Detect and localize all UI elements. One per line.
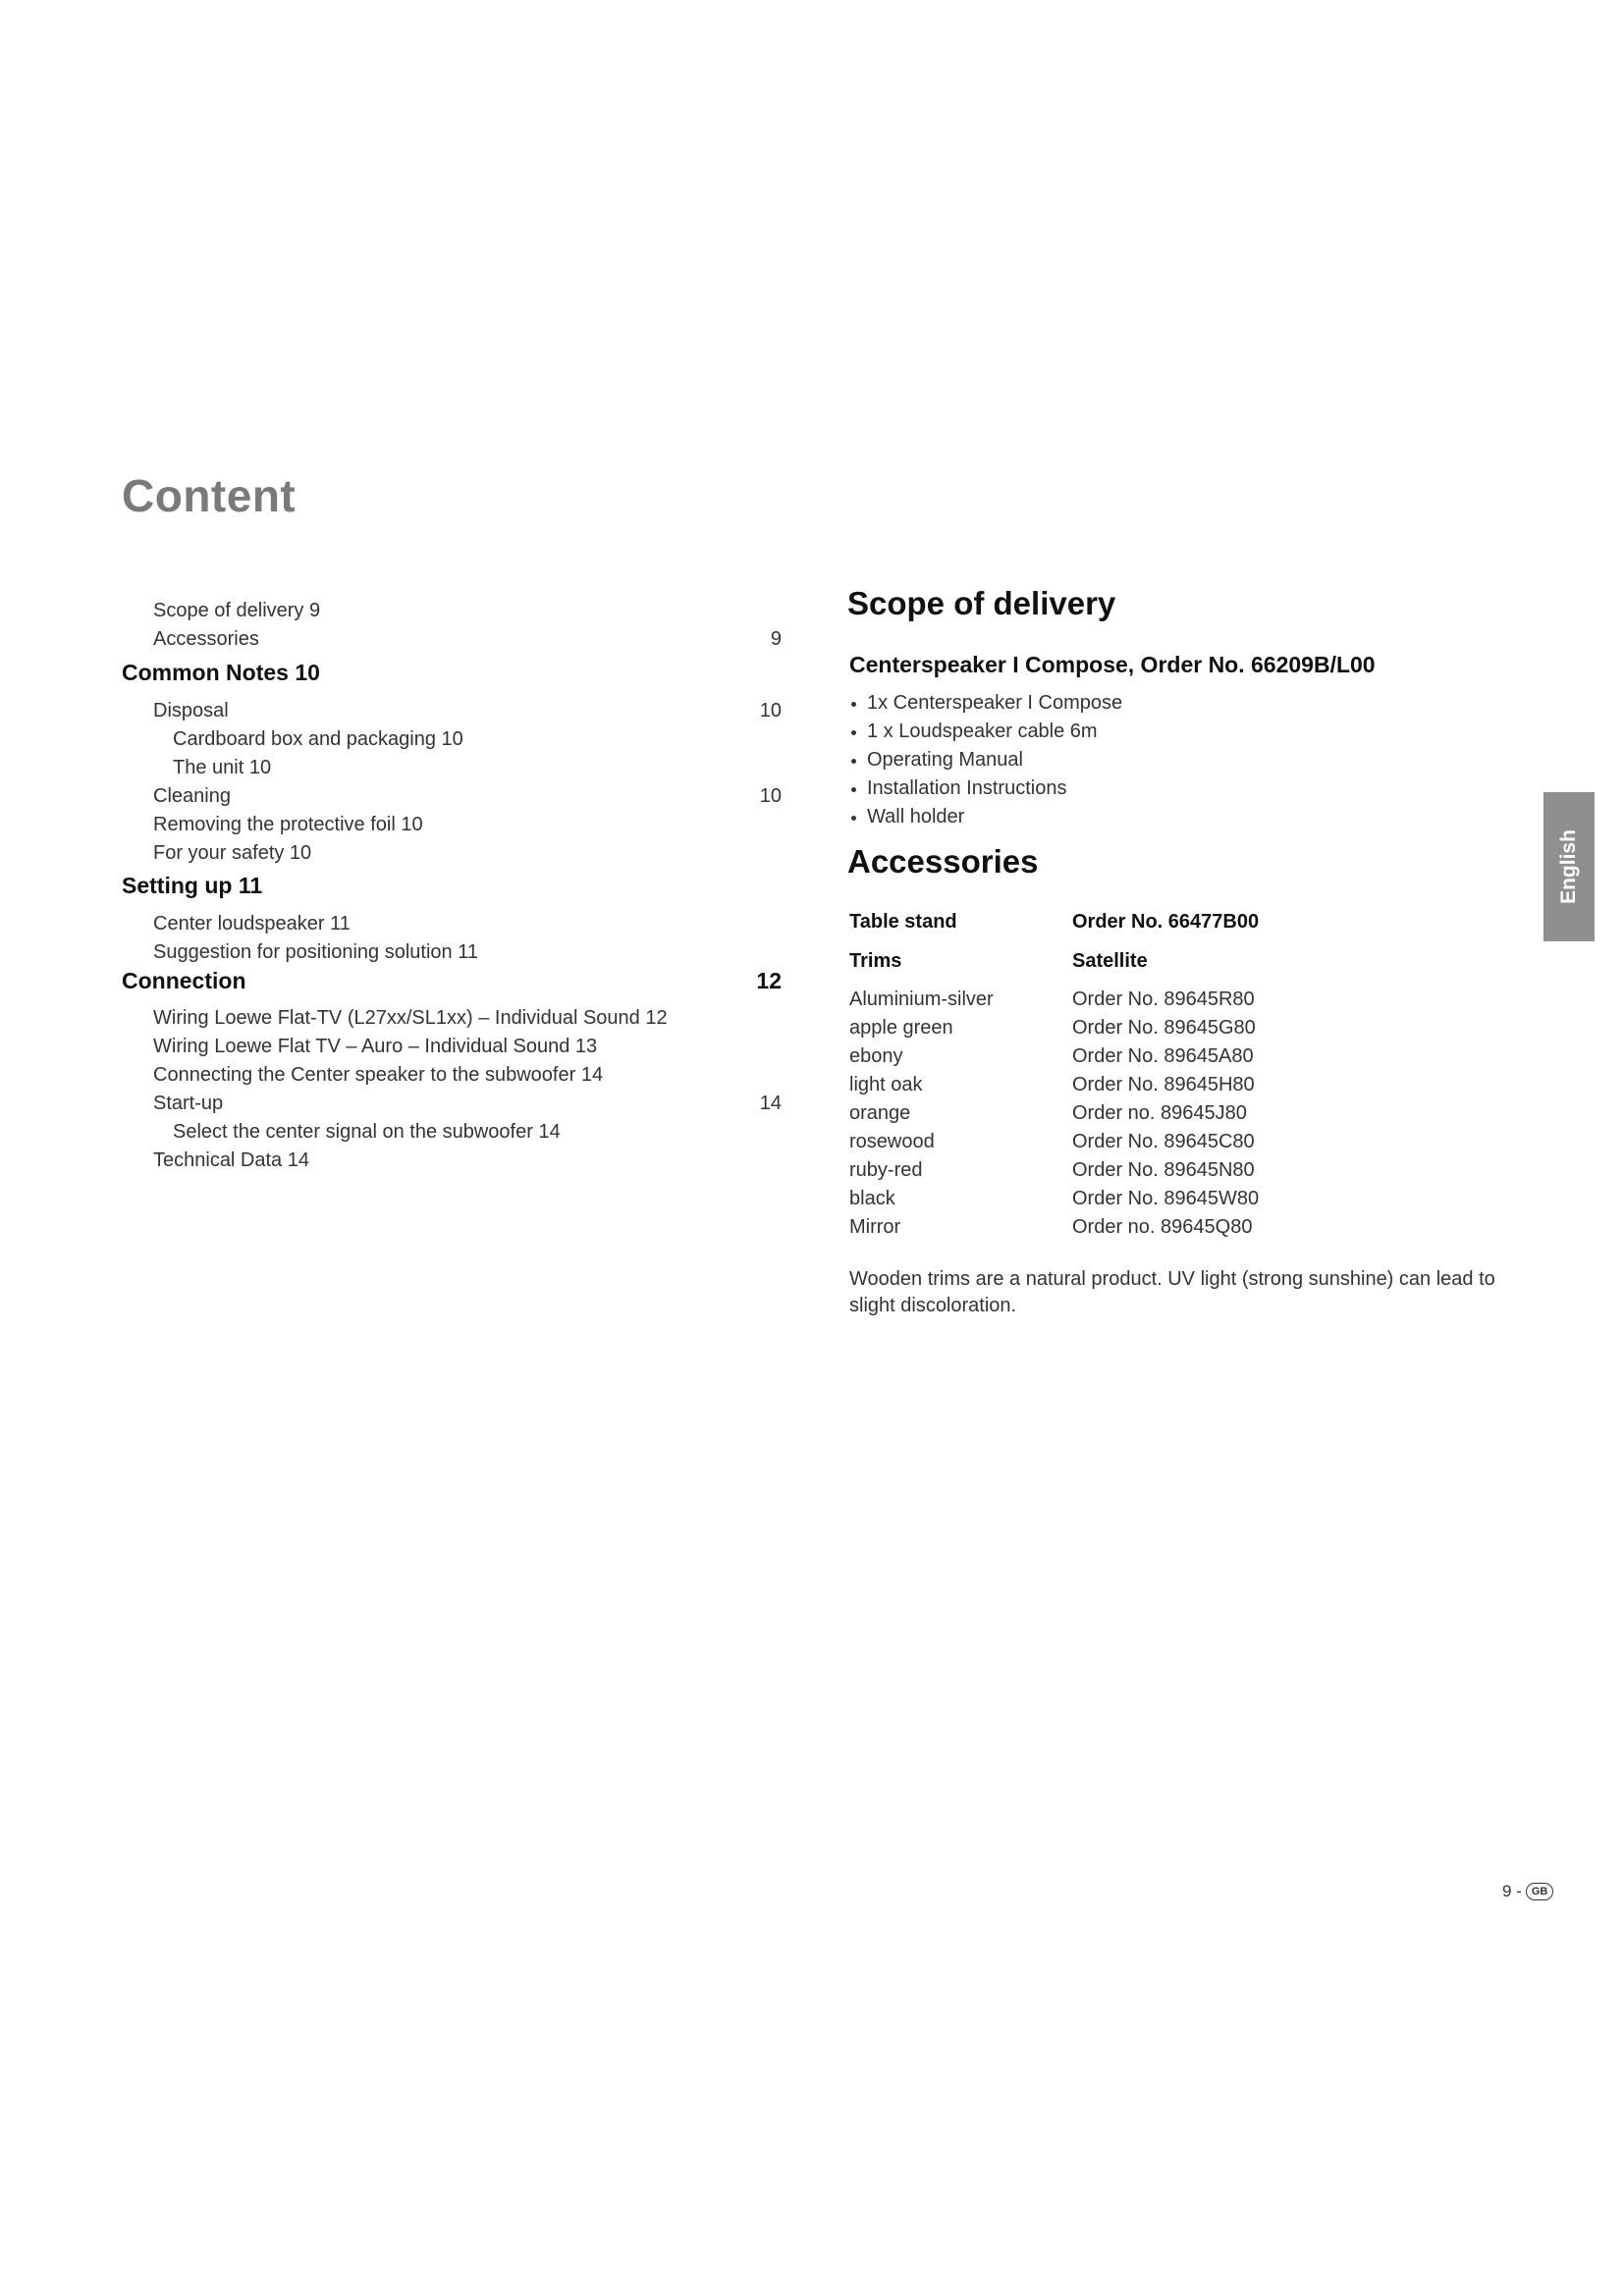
- list-item: 1 x Loudspeaker cable 6m: [849, 718, 1122, 746]
- toc-entry[interactable]: [122, 1064, 782, 1093]
- list-item: Wall holder: [849, 803, 1122, 831]
- toc-entry-title: Center loudspeaker 11: [153, 913, 351, 934]
- toc-entry-page: 14: [759, 1093, 782, 1114]
- list-item: 1x Centerspeaker I Compose: [849, 689, 1122, 718]
- toc-entry[interactable]: [122, 1093, 782, 1121]
- table-row: [849, 1074, 1360, 1102]
- list-item: Operating Manual: [849, 746, 1122, 774]
- trim-order: Order No. 89645W80: [1072, 1188, 1260, 1209]
- toc-entry[interactable]: [122, 842, 782, 871]
- toc-section[interactable]: [122, 873, 782, 901]
- table-row: [849, 1188, 1360, 1216]
- trims-header-label: Trims: [849, 950, 902, 972]
- toc-entry[interactable]: [122, 1036, 782, 1064]
- toc-entry-title: Suggestion for positioning solution 11: [153, 941, 478, 963]
- trim-name: Aluminium-silver: [849, 988, 994, 1010]
- toc-entry-title: Scope of delivery 9: [153, 600, 321, 621]
- toc-section-title: Common Notes 10: [122, 660, 320, 685]
- toc-entry[interactable]: [122, 757, 782, 785]
- toc-section[interactable]: [122, 968, 782, 996]
- toc-entry-title: Accessories: [153, 628, 259, 650]
- toc-entry-title: Start-up: [153, 1093, 224, 1114]
- trim-name: black: [849, 1188, 895, 1209]
- scope-heading: Scope of delivery: [847, 585, 1116, 621]
- trim-order: Order no. 89645Q80: [1072, 1216, 1253, 1238]
- toc-entry[interactable]: [122, 941, 782, 970]
- trim-name: rosewood: [849, 1131, 935, 1152]
- toc-entry[interactable]: [122, 728, 782, 757]
- toc-entry[interactable]: [122, 1149, 782, 1178]
- toc-section-title: Setting up 11: [122, 873, 263, 898]
- scope-items-list: [849, 689, 1122, 831]
- page-number: 9 -: [1502, 1882, 1522, 1900]
- trim-order: Order No. 89645C80: [1072, 1131, 1255, 1152]
- toc-entry-title: Cleaning: [153, 785, 231, 807]
- toc-entry[interactable]: [122, 700, 782, 728]
- language-tab-label: English: [1557, 829, 1580, 904]
- toc-entry[interactable]: [122, 814, 782, 842]
- trim-order: Order No. 89645H80: [1072, 1074, 1255, 1095]
- toc-entry-title: Cardboard box and packaging 10: [173, 728, 463, 750]
- trim-order: Order No. 89645R80: [1072, 988, 1255, 1010]
- table-stand-order: Order No. 66477B00: [1072, 911, 1260, 933]
- toc-section[interactable]: [122, 660, 782, 688]
- toc-entry[interactable]: [122, 1007, 782, 1036]
- toc-section-page: 12: [756, 968, 782, 993]
- trim-name: ebony: [849, 1045, 903, 1067]
- toc-entry-title: Connecting the Center speaker to the subwoofer 14: [153, 1064, 604, 1086]
- trim-order: Order no. 89645J80: [1072, 1102, 1247, 1124]
- trim-order: Order No. 89645A80: [1072, 1045, 1254, 1067]
- toc-entry[interactable]: [122, 600, 782, 628]
- toc-entry-page: 10: [759, 785, 782, 807]
- toc-entry-title: For your safety 10: [153, 842, 312, 864]
- trim-order: Order No. 89645G80: [1072, 1017, 1256, 1039]
- toc-entry[interactable]: [122, 1121, 782, 1149]
- table-row: [849, 1102, 1360, 1131]
- trim-name: orange: [849, 1102, 911, 1124]
- trim-name: ruby-red: [849, 1159, 923, 1181]
- table-row: [849, 988, 1360, 1017]
- table-stand-row: [849, 911, 1360, 939]
- toc-entry-page: 10: [759, 700, 782, 721]
- toc-entry[interactable]: [122, 785, 782, 814]
- toc-entry-title: Removing the protective foil 10: [153, 814, 423, 835]
- table-stand-label: Table stand: [849, 911, 957, 933]
- toc-entry-title: Select the center signal on the subwoofer 14: [173, 1121, 561, 1143]
- table-row: [849, 1216, 1360, 1245]
- table-row: [849, 1017, 1360, 1045]
- trim-order: Order No. 89645N80: [1072, 1159, 1255, 1181]
- trim-name: apple green: [849, 1017, 953, 1039]
- toc-entry[interactable]: [122, 628, 782, 657]
- accessories-heading: Accessories: [847, 843, 1039, 880]
- toc-entry-title: The unit 10: [173, 757, 272, 778]
- wood-trims-note: Wooden trims are a natural product. UV light (strong sunshine) can lead to slight discoloration.: [849, 1268, 1495, 1316]
- language-tab: [1543, 792, 1595, 941]
- toc-entry-title: Wiring Loewe Flat TV – Auro – Individual Sound 13: [153, 1036, 598, 1057]
- toc-entry[interactable]: [122, 913, 782, 941]
- trims-header-row: [849, 950, 1360, 979]
- trim-name: Mirror: [849, 1216, 901, 1238]
- page-footer: [1502, 1882, 1553, 1901]
- toc-section-title: Connection: [122, 968, 246, 993]
- scope-subheading: Centerspeaker I Compose, Order No. 66209B/L00: [849, 652, 1376, 677]
- country-badge: GB: [1526, 1883, 1554, 1900]
- trims-header-value: Satellite: [1072, 950, 1148, 972]
- table-row: [849, 1131, 1360, 1159]
- toc-entry-title: Wiring Loewe Flat-TV (L27xx/SL1xx) – Individual Sound 12: [153, 1007, 668, 1029]
- toc-entry-title: Disposal: [153, 700, 229, 721]
- list-item: Installation Instructions: [849, 774, 1122, 803]
- toc-entry-page: 9: [770, 628, 782, 650]
- toc-entry-title: Technical Data 14: [153, 1149, 309, 1171]
- table-row: [849, 1159, 1360, 1188]
- trim-name: light oak: [849, 1074, 923, 1095]
- page-title: Content: [122, 470, 297, 521]
- table-row: [849, 1045, 1360, 1074]
